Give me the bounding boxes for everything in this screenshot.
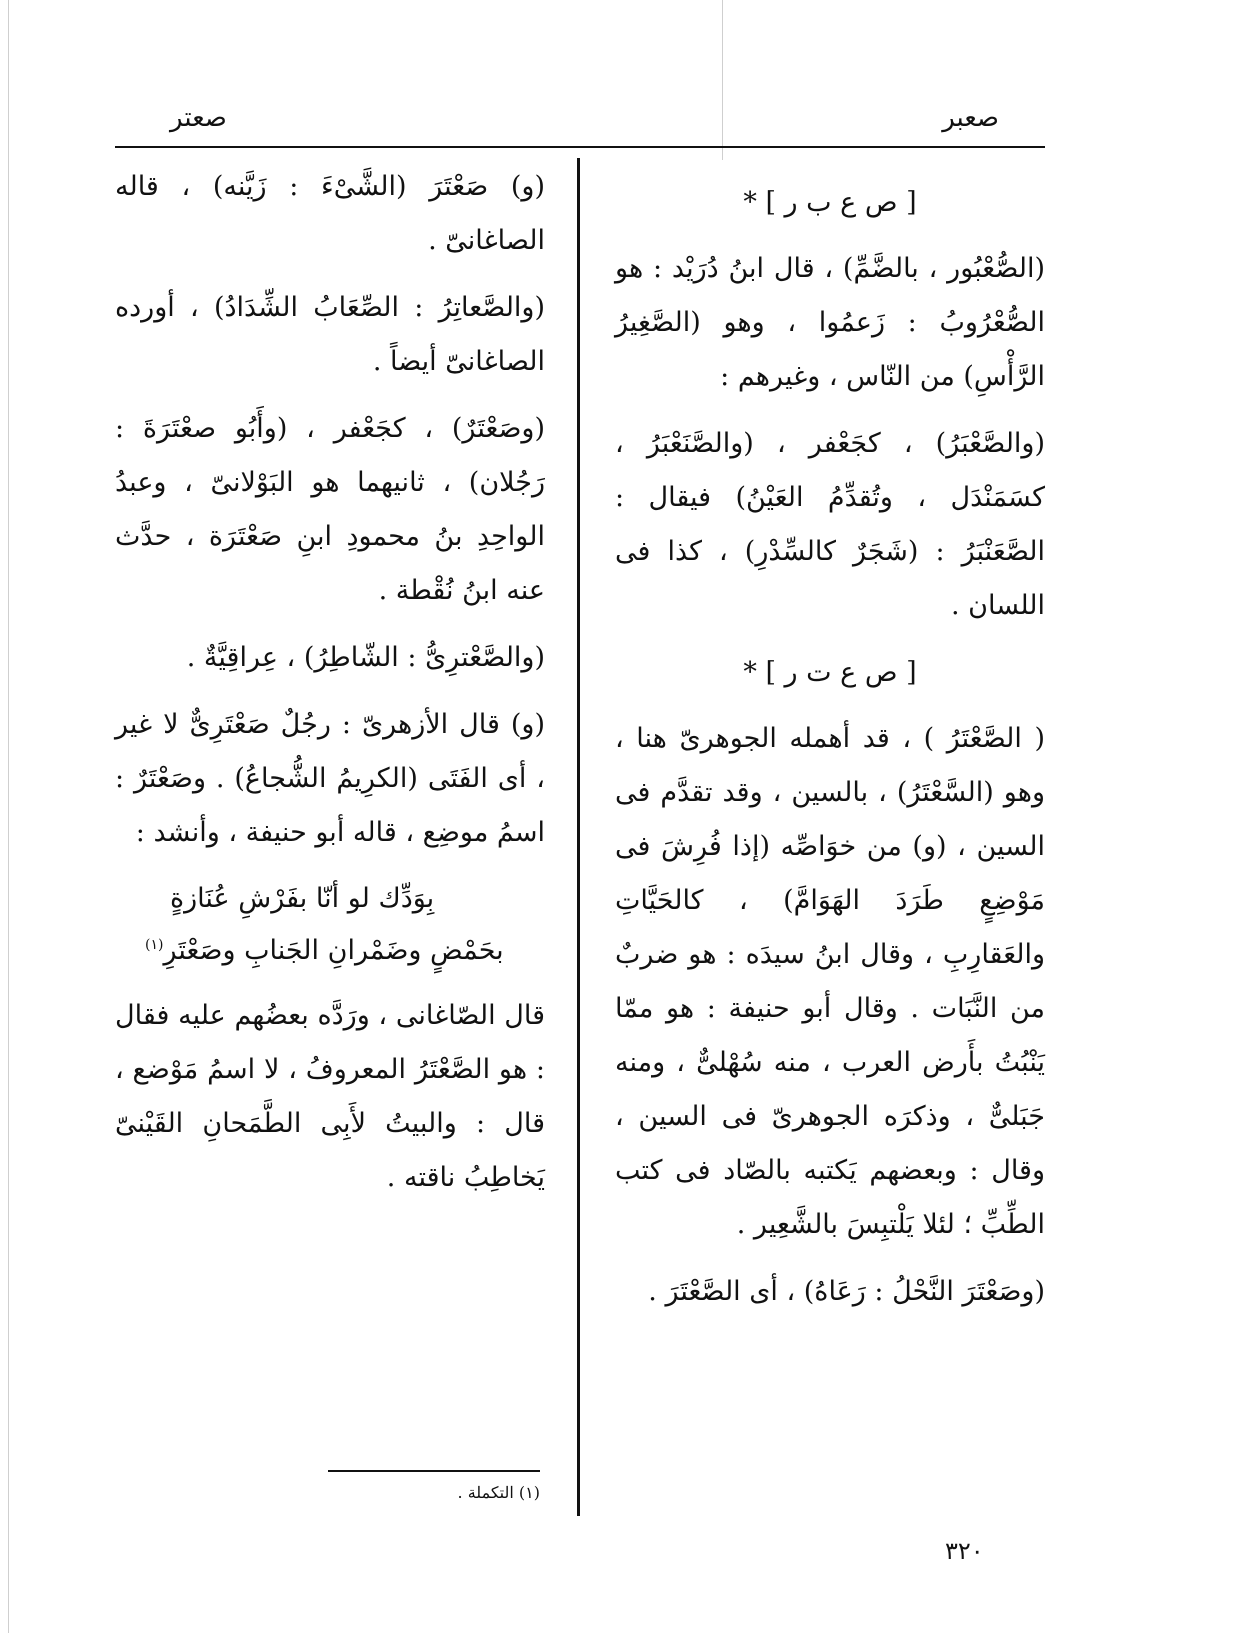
footnote-marker: (١) (145, 937, 164, 953)
verse-hemistich-2 (115, 925, 545, 977)
column-divider (577, 158, 580, 1516)
right-column (615, 176, 1045, 1332)
header-rule (115, 146, 1045, 148)
paragraph: (و) قال الأزهرىّ : رجُلٌ صَعْتَرِىٌّ لا غير ، أى الفَتَى (الكرِيمُ الشُّجاعُ) . وصَعْتَرٌ : اسمُ موضِع ، قاله أبو حنيفة ، وأنشد : (115, 709, 545, 848)
scan-edge-line (8, 0, 9, 1633)
footnote: (١) التكملة . (457, 1483, 540, 1502)
paragraph: (الصُّعْبُور ، بالضَّمِّ) ، قال ابنُ دُرَيْد : هو الصُّعْرُوبُ : زَعمُوا ، وهو (الصَّغِيرُ الرَّأْسِ) من النّاس ، وغيرهم : (615, 253, 1045, 392)
verse-hemistich-1: بِوَدِّك لو أنّا بفَرْشِ عُنَازةٍ (170, 883, 435, 914)
running-head-left: صعتر (170, 103, 227, 133)
poetry-verse (115, 873, 545, 977)
paragraph: (والصَّعْبَرُ) ، كجَعْفر ، (والصَّنَعْبَرُ ، كسَمَنْدَل ، وتُقدِّمُ العَيْنُ) فيقال : الصَّعَنْبَرُ : (شَجَرٌ كالسِّدْرِ) ، كذا فى اللسان . (615, 428, 1045, 621)
left-column (115, 160, 545, 1218)
paragraph: (وصَعْتَرٌ) ، كجَعْفر ، (وأَبُو صعْتَرَةَ : رَجُلان) ، ثانيهما هو البَوْلانىّ ، وعبدُ الواحِدِ بنُ محمودِ ابنِ صَعْتَرَة ، حدَّث عنه ابنُ نُقْطة . (115, 413, 545, 606)
verse-text: بحَمْضٍ وضَمْرانِ الجَنابِ وصَعْتَرِ (163, 935, 504, 966)
running-head-right: صعبر (942, 103, 999, 133)
footnote-rule (328, 1470, 540, 1472)
entry-heading-saatar: [ ص ع ت ر ] * (743, 657, 917, 688)
paragraph: ( الصَّعْتَرُ ) ، قد أهمله الجوهرىّ هنا ، وهو (السَّعْتَرُ) ، بالسين ، وقد تقدَّم فى السين ، (و) من خوَاصِّه (إذا فُرِشَ فى مَوْضِعٍ طَرَدَ الهَوَامَّ) ، كالحَيَّاتِ والعَقارِبِ ، وقال ابنُ سيدَه : هو ضربٌ من النَّبَات . وقال أبو حنيفة : هو ممّا يَنْبُتُ بأَرض العرب ، منه سُهْلىٌّ ، ومنه جَبَلىٌّ ، وذكرَه الجوهرىّ فى السين ، وقال : وبعضهم يَكتبه بالصّاد فى كتب الطِّبِّ ؛ لئلا يَلْتبِسَ بالشَّعِير . (615, 723, 1045, 1240)
paragraph: (والصَّعاتِرُ : الصِّعَابُ الشِّدَادُ) ، أورده الصاغانىّ أيضاً . (115, 292, 545, 377)
paragraph: قال الصّاغانى ، ورَدَّه بعضُهم عليه فقال : هو الصَّعْتَرُ المعروفُ ، لا اسمُ مَوْضع ، قال : والبيتُ لأَبِى الطَّمَحانِ القَيْنىّ يَخاطِبُ ناقته . (115, 1000, 545, 1193)
paragraph: (والصَّعْترِىُّ : الشّاطِرُ) ، عِراقِيَّةٌ . (186, 642, 545, 673)
paragraph: (و) صَعْتَرَ (الشَّىْءَ : زَيَّنه) ، قاله الصاغانىّ . (115, 171, 545, 256)
page-number: ٣٢٠ (945, 1537, 984, 1565)
scan-fold-line (722, 0, 723, 160)
paragraph: (وصَعْتَرَ النَّحْلُ : رَعَاهُ) ، أى الصَّعْتَرَ . (648, 1276, 1045, 1307)
entry-heading-saabar: [ ص ع ب ر ] * (743, 187, 917, 218)
